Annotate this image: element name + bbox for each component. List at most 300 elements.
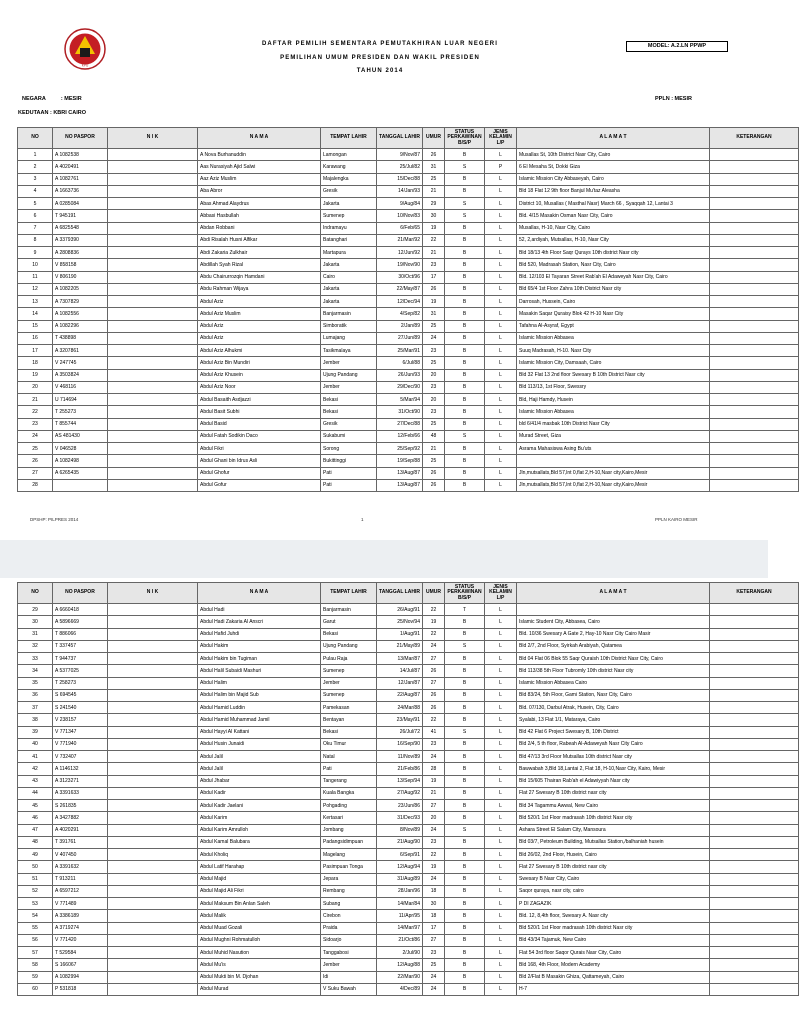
cell-nama: Abdi Zakaria Zulkhair — [198, 247, 321, 259]
cell-no: 33 — [18, 653, 53, 665]
cell-keterangan — [710, 812, 799, 824]
cell-umur: 31 — [423, 308, 445, 320]
cell-tanggal-lahir: 1/Aug/91 — [377, 628, 423, 640]
cell-nama: Abdul Jalil — [198, 751, 321, 763]
cell-paspor: A 3503824 — [53, 369, 108, 381]
table-row — [18, 653, 799, 665]
cell-alamat: Islamic Mission Abbasea — [517, 406, 710, 418]
cell-nama: Abdul Kholiq — [198, 849, 321, 861]
table-row — [18, 971, 799, 983]
cell-tanggal-lahir: 12/Dec/94 — [377, 296, 423, 308]
cell-nik — [108, 271, 198, 283]
table-row — [18, 332, 799, 344]
cell-tanggal-lahir: 22/Aug/87 — [377, 689, 423, 701]
cell-tempat-lahir: Pati — [321, 479, 377, 491]
cell-jenis-kelamin: L — [485, 616, 517, 628]
table-row — [18, 763, 799, 775]
cell-alamat: Bld 520, Madrasah Station, Nasr City, Cairo — [517, 259, 710, 271]
cell-umur: 24 — [423, 824, 445, 836]
cell-status: B — [445, 296, 485, 308]
cell-nama: Abdul Aziz Khusein — [198, 369, 321, 381]
cell-tempat-lahir: Jepara — [321, 873, 377, 885]
cell-tempat-lahir: Jember — [321, 677, 377, 689]
cell-umur: 26 — [423, 479, 445, 491]
cell-jenis-kelamin: L — [485, 849, 517, 861]
cell-jenis-kelamin: L — [485, 689, 517, 701]
cell-nama: Abdul Karim Amrulloh — [198, 824, 321, 836]
ppln-label: PPLN : MESIR — [655, 96, 692, 102]
table-row — [18, 283, 799, 295]
cell-jenis-kelamin: L — [485, 947, 517, 959]
cell-tanggal-lahir: 26/Aug/91 — [377, 604, 423, 616]
cell-tanggal-lahir: 23/Jun/86 — [377, 800, 423, 812]
cell-tanggal-lahir: 28/Jan/96 — [377, 885, 423, 897]
cell-no: 43 — [18, 775, 53, 787]
cell-paspor: A 3379390 — [53, 234, 108, 246]
cell-umur: 23 — [423, 345, 445, 357]
kedutaan-label: KEDUTAAN : KBRI CAIRO — [18, 110, 87, 116]
cell-tempat-lahir: Idi — [321, 971, 377, 983]
cell-jenis-kelamin: L — [485, 418, 517, 430]
cell-nik — [108, 381, 198, 393]
cell-jenis-kelamin: L — [485, 628, 517, 640]
col-nik: N I K — [108, 128, 198, 149]
cell-status: S — [445, 430, 485, 442]
cell-paspor: T 945191 — [53, 210, 108, 222]
cell-alamat: District 10, Musallas ( Masthal Nasr) March 66 , Syaqqah 12, Lantai 3 — [517, 198, 710, 210]
col-alamat: A L A M A T — [517, 128, 710, 149]
cell-keterangan — [710, 702, 799, 714]
cell-keterangan — [710, 283, 799, 295]
cell-status: B — [445, 947, 485, 959]
cell-jenis-kelamin: L — [485, 222, 517, 234]
cell-tempat-lahir: Sorong — [321, 443, 377, 455]
col-nik: N I K — [108, 583, 198, 604]
cell-nama: Abdu Rahman Wijaya — [198, 283, 321, 295]
cell-status: B — [445, 394, 485, 406]
cell-jenis-kelamin: L — [485, 653, 517, 665]
table-row — [18, 873, 799, 885]
cell-keterangan — [710, 910, 799, 922]
cell-alamat: H-7 — [517, 983, 710, 995]
table-row — [18, 910, 799, 922]
cell-nama: Abdul Halim bin Majid Sub — [198, 689, 321, 701]
cell-jenis-kelamin: L — [485, 702, 517, 714]
cell-status: B — [445, 443, 485, 455]
cell-tanggal-lahir: 11/Apr/95 — [377, 910, 423, 922]
cell-alamat: Suuq Madrasah, H-10. Nasr City — [517, 345, 710, 357]
cell-status: B — [445, 628, 485, 640]
cell-jenis-kelamin: L — [485, 775, 517, 787]
col-jenis-kelamin: JENIS KELAMIN L/P — [485, 583, 517, 604]
cell-no: 3 — [18, 173, 53, 185]
cell-status: S — [445, 210, 485, 222]
cell-alamat: Bld 65/4 1st Floor Zahra 10th District Nasr city — [517, 283, 710, 295]
cell-nik — [108, 640, 198, 652]
cell-no: 32 — [18, 640, 53, 652]
cell-umur: 26 — [423, 467, 445, 479]
cell-nama: Abdul Mukti bin M. Djohan — [198, 971, 321, 983]
table-row — [18, 455, 799, 467]
cell-keterangan — [710, 616, 799, 628]
cell-tanggal-lahir: 25/Jul/82 — [377, 161, 423, 173]
table-row — [18, 849, 799, 861]
cell-keterangan — [710, 369, 799, 381]
cell-tempat-lahir: Lumajang — [321, 332, 377, 344]
table-row — [18, 247, 799, 259]
cell-paspor: A 3391632 — [53, 861, 108, 873]
cell-umur: 22 — [423, 234, 445, 246]
cell-no: 51 — [18, 873, 53, 885]
cell-umur: 17 — [423, 922, 445, 934]
cell-alamat: bld 6/41/4 masbak 10th District Nasr City — [517, 418, 710, 430]
cell-jenis-kelamin: L — [485, 443, 517, 455]
cell-keterangan — [710, 947, 799, 959]
table-header — [18, 128, 799, 149]
cell-nama: Abdillah Syah Rizal — [198, 259, 321, 271]
cell-paspor: A 3391633 — [53, 787, 108, 799]
cell-nama: Abdul Fatah Sodikin Daco — [198, 430, 321, 442]
cell-jenis-kelamin: L — [485, 812, 517, 824]
cell-paspor: A 1146132 — [53, 763, 108, 775]
cell-status: B — [445, 800, 485, 812]
cell-paspor: A 5896669 — [53, 616, 108, 628]
cell-jenis-kelamin: L — [485, 149, 517, 161]
cell-nik — [108, 604, 198, 616]
cell-status: B — [445, 247, 485, 259]
cell-nik — [108, 222, 198, 234]
cell-tanggal-lahir: 31/Oct/90 — [377, 406, 423, 418]
cell-nik — [108, 394, 198, 406]
cell-jenis-kelamin: L — [485, 971, 517, 983]
table-row — [18, 173, 799, 185]
cell-no: 57 — [18, 947, 53, 959]
cell-umur: 21 — [423, 443, 445, 455]
cell-jenis-kelamin: L — [485, 800, 517, 812]
cell-status: B — [445, 934, 485, 946]
cell-tanggal-lahir: 12/Jan/87 — [377, 677, 423, 689]
cell-tanggal-lahir: 13/Aug/87 — [377, 467, 423, 479]
cell-alamat: Bld 04 Flat 06 Blok 55 Saqr Quraish 10th District Nasr City, Cairo — [517, 653, 710, 665]
cell-status: T — [445, 604, 485, 616]
cell-umur: 41 — [423, 726, 445, 738]
cell-nik — [108, 479, 198, 491]
cell-tanggal-lahir: 25/Nov/94 — [377, 616, 423, 628]
table-row — [18, 714, 799, 726]
cell-alamat: Bld. 4/15 Masakin Osman Nasr City, Cairo — [517, 210, 710, 222]
cell-jenis-kelamin: L — [485, 898, 517, 910]
cell-keterangan — [710, 345, 799, 357]
cell-status: B — [445, 910, 485, 922]
cell-jenis-kelamin: L — [485, 369, 517, 381]
cell-status: B — [445, 369, 485, 381]
cell-paspor: A 1082205 — [53, 283, 108, 295]
cell-nik — [108, 800, 198, 812]
cell-nik — [108, 873, 198, 885]
cell-paspor: T 913211 — [53, 873, 108, 885]
cell-keterangan — [710, 714, 799, 726]
cell-no: 7 — [18, 222, 53, 234]
cell-keterangan — [710, 800, 799, 812]
cell-tempat-lahir: Pasimpuan Tonga — [321, 861, 377, 873]
cell-status: B — [445, 467, 485, 479]
cell-nik — [108, 836, 198, 848]
cell-jenis-kelamin: L — [485, 787, 517, 799]
cell-tempat-lahir: Bekasi — [321, 628, 377, 640]
table-row — [18, 604, 799, 616]
cell-no: 8 — [18, 234, 53, 246]
cell-jenis-kelamin: L — [485, 345, 517, 357]
cell-status: B — [445, 751, 485, 763]
cell-umur: 22 — [423, 628, 445, 640]
cell-tanggal-lahir: 10/Nov/83 — [377, 210, 423, 222]
table-row — [18, 308, 799, 320]
cell-alamat: Flat 27 Swesary B 10th district nasr city — [517, 787, 710, 799]
col-keterangan: KETERANGAN — [710, 128, 799, 149]
cell-tempat-lahir: Majalengka — [321, 173, 377, 185]
cell-tanggal-lahir: 21/Oct/86 — [377, 934, 423, 946]
cell-alamat: Ashara Street El Salam City, Mansoura — [517, 824, 710, 836]
logo-lettering: KPU — [81, 63, 89, 68]
cell-alamat: Bld 2/7, 2nd Floor, Syirkah Arabiyah, Qatamea — [517, 640, 710, 652]
model-code: MODEL: A.2.LN PPWP — [626, 41, 728, 52]
cell-tanggal-lahir: 15/Dec/88 — [377, 173, 423, 185]
cell-umur: 23 — [423, 406, 445, 418]
cell-status: B — [445, 861, 485, 873]
cell-paspor: S 261835 — [53, 800, 108, 812]
cell-no: 11 — [18, 271, 53, 283]
cell-jenis-kelamin: L — [485, 247, 517, 259]
cell-nik — [108, 898, 198, 910]
cell-tempat-lahir: Garut — [321, 616, 377, 628]
cell-no: 12 — [18, 283, 53, 295]
cell-no: 36 — [18, 689, 53, 701]
cell-nik — [108, 467, 198, 479]
cell-nik — [108, 443, 198, 455]
cell-paspor: A 1082761 — [53, 173, 108, 185]
col-tempat-lahir: TEMPAT LAHIR — [321, 583, 377, 604]
cell-tanggal-lahir: 11/Nov/89 — [377, 751, 423, 763]
cell-tempat-lahir: Tangerang — [321, 775, 377, 787]
cell-no: 37 — [18, 702, 53, 714]
negara-label: NEGARA : MESIR — [22, 96, 82, 102]
cell-tempat-lahir: Sumenep — [321, 210, 377, 222]
cell-no: 27 — [18, 467, 53, 479]
cell-umur: 20 — [423, 394, 445, 406]
table-row — [18, 479, 799, 491]
table-row — [18, 369, 799, 381]
table-row — [18, 824, 799, 836]
cell-nama: Abdul Ghani bin Idrus Asli — [198, 455, 321, 467]
cell-keterangan — [710, 198, 799, 210]
cell-nama: Abdul Malik — [198, 910, 321, 922]
cell-status: B — [445, 714, 485, 726]
cell-tanggal-lahir: 9/Aug/84 — [377, 198, 423, 210]
cell-paspor: P 531818 — [53, 983, 108, 995]
cell-no: 49 — [18, 849, 53, 861]
cell-paspor: A 4020491 — [53, 161, 108, 173]
cell-tempat-lahir: Jakarta — [321, 198, 377, 210]
cell-tempat-lahir: Subang — [321, 898, 377, 910]
table-row — [18, 149, 799, 161]
cell-nama: Abdul Hamid Luddin — [198, 702, 321, 714]
cell-nik — [108, 653, 198, 665]
table-row — [18, 296, 799, 308]
cell-tempat-lahir: Jember — [321, 959, 377, 971]
cell-umur: 24 — [423, 640, 445, 652]
cell-no: 23 — [18, 418, 53, 430]
cell-paspor: AS 481430 — [53, 430, 108, 442]
cell-no: 29 — [18, 604, 53, 616]
cell-no: 55 — [18, 922, 53, 934]
cell-tanggal-lahir: 2/Jul/90 — [377, 947, 423, 959]
cell-keterangan — [710, 738, 799, 750]
cell-tempat-lahir: Batanghari — [321, 234, 377, 246]
cell-nama: Abdul Hamid Muhammad Jamil — [198, 714, 321, 726]
col-umur: UMUR — [423, 583, 445, 604]
table-row — [18, 922, 799, 934]
cell-tanggal-lahir: 4/Dec/89 — [377, 983, 423, 995]
cell-keterangan — [710, 210, 799, 222]
col-paspor: NO PASPOR — [53, 583, 108, 604]
cell-jenis-kelamin: L — [485, 677, 517, 689]
col-status: STATUS PERKAWINAN B/S/P — [445, 128, 485, 149]
cell-alamat: Flat 54 3rd floor Saqor Qurais Nasr City, Cairo — [517, 947, 710, 959]
cell-tanggal-lahir: 29/Dec/90 — [377, 381, 423, 393]
table-row — [18, 959, 799, 971]
cell-tanggal-lahir: 9/Nov/87 — [377, 149, 423, 161]
cell-jenis-kelamin: L — [485, 283, 517, 295]
cell-nik — [108, 418, 198, 430]
cell-keterangan — [710, 763, 799, 775]
cell-jenis-kelamin: L — [485, 934, 517, 946]
cell-nik — [108, 332, 198, 344]
table-row — [18, 689, 799, 701]
cell-tempat-lahir: Gresik — [321, 418, 377, 430]
cell-alamat — [517, 455, 710, 467]
cell-tanggal-lahir: 12/Aug/88 — [377, 959, 423, 971]
cell-alamat: Saqor quraya, nasr city, cairo — [517, 885, 710, 897]
cell-nik — [108, 259, 198, 271]
cell-nama: Abdul Hakim bin Tugiman — [198, 653, 321, 665]
cell-tanggal-lahir: 13/Mar/87 — [377, 653, 423, 665]
cell-tanggal-lahir: 21/Mar/92 — [377, 234, 423, 246]
cell-nik — [108, 283, 198, 295]
table-row — [18, 357, 799, 369]
cell-status: B — [445, 849, 485, 861]
cell-jenis-kelamin: L — [485, 604, 517, 616]
cell-tanggal-lahir: 31/Dec/93 — [377, 812, 423, 824]
cell-tempat-lahir: Praida — [321, 922, 377, 934]
cell-no: 28 — [18, 479, 53, 491]
cell-no: 30 — [18, 616, 53, 628]
cell-tanggal-lahir: 12/Aug/94 — [377, 861, 423, 873]
cell-tempat-lahir: Ujung Pandang — [321, 640, 377, 652]
cell-nik — [108, 885, 198, 897]
cell-umur: 22 — [423, 849, 445, 861]
cell-keterangan — [710, 677, 799, 689]
cell-nama: Abdul Basaith Asdjazzi — [198, 394, 321, 406]
cell-nama: Abdul Muhid Nasution — [198, 947, 321, 959]
cell-paspor: V 771940 — [53, 738, 108, 750]
cell-nama: Abdul Hadi — [198, 604, 321, 616]
cell-keterangan — [710, 787, 799, 799]
cell-paspor: A 3427882 — [53, 812, 108, 824]
cell-nik — [108, 430, 198, 442]
cell-status: S — [445, 726, 485, 738]
cell-tempat-lahir: Pamekasan — [321, 702, 377, 714]
cell-tanggal-lahir: 24/Mar/88 — [377, 702, 423, 714]
cell-tempat-lahir: Natal — [321, 751, 377, 763]
cell-status: B — [445, 381, 485, 393]
cell-tanggal-lahir: 5/Mar/94 — [377, 394, 423, 406]
cell-keterangan — [710, 479, 799, 491]
cell-alamat: Tafahna Al-Asyraf, Egypt — [517, 320, 710, 332]
cell-no: 53 — [18, 898, 53, 910]
cell-umur: 48 — [423, 430, 445, 442]
cell-no: 54 — [18, 910, 53, 922]
cell-no: 48 — [18, 836, 53, 848]
cell-keterangan — [710, 455, 799, 467]
voter-table-page-2 — [17, 582, 799, 996]
table-row — [18, 467, 799, 479]
table-row — [18, 394, 799, 406]
cell-alamat: 52, 2,ardiyah, Mutsallas, H-10, Nasr City — [517, 234, 710, 246]
cell-nik — [108, 947, 198, 959]
table-row — [18, 898, 799, 910]
table-row — [18, 345, 799, 357]
cell-status: B — [445, 689, 485, 701]
col-tanggal-lahir: TANGGAL LAHIR — [377, 128, 423, 149]
cell-alamat: Musallas, H-10, Nasr City, Cairo — [517, 222, 710, 234]
page-two — [0, 578, 772, 1024]
cell-paspor: V 407450 — [53, 849, 108, 861]
cell-nik — [108, 738, 198, 750]
cell-no: 15 — [18, 320, 53, 332]
cell-jenis-kelamin: L — [485, 922, 517, 934]
cell-no: 50 — [18, 861, 53, 873]
cell-tempat-lahir: Oku Timur — [321, 738, 377, 750]
cell-umur: 24 — [423, 983, 445, 995]
kpu-logo-icon — [64, 28, 106, 70]
cell-keterangan — [710, 173, 799, 185]
cell-no: 14 — [18, 308, 53, 320]
cell-tanggal-lahir: 14/Mar/84 — [377, 898, 423, 910]
cell-jenis-kelamin: L — [485, 381, 517, 393]
cell-no: 10 — [18, 259, 53, 271]
cell-alamat: Bld 2/4, 5 th floor, Rabeah Al-Adaweyah Nasr City Cairo — [517, 738, 710, 750]
cell-no: 38 — [18, 714, 53, 726]
cell-tanggal-lahir: 19/Nov/90 — [377, 259, 423, 271]
cell-umur: 25 — [423, 455, 445, 467]
cell-umur: 21 — [423, 787, 445, 799]
cell-tanggal-lahir: 22/May/87 — [377, 283, 423, 295]
cell-keterangan — [710, 161, 799, 173]
cell-nik — [108, 198, 198, 210]
cell-status: B — [445, 332, 485, 344]
cell-no: 34 — [18, 665, 53, 677]
cell-alamat: Jln,mutsallats,Bld 57,lnt 0,flat 2,H-10,Nasr city,Kairo,Mesir — [517, 467, 710, 479]
cell-tanggal-lahir: 2/Jan/89 — [377, 320, 423, 332]
cell-umur: 22 — [423, 604, 445, 616]
cell-no: 46 — [18, 812, 53, 824]
cell-jenis-kelamin: L — [485, 198, 517, 210]
cell-paspor: A 1082498 — [53, 455, 108, 467]
table-row — [18, 234, 799, 246]
cell-nik — [108, 677, 198, 689]
cell-keterangan — [710, 430, 799, 442]
cell-nik — [108, 849, 198, 861]
